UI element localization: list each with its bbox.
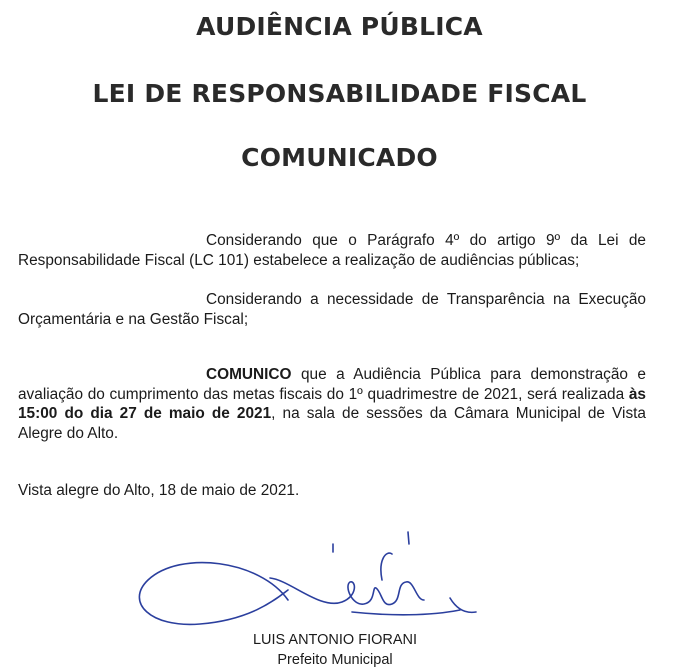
notice-heading: COMUNICADO — [241, 143, 438, 172]
place-and-date: Vista alegre do Alto, 18 de maio de 2021. — [18, 482, 300, 499]
signature-tick-stroke — [408, 532, 409, 544]
paragraph-considering-law — [18, 231, 646, 270]
signature-flourish-stroke — [381, 553, 392, 580]
paragraph-text: Considerando que o Parágrafo 4º do artigo 9º da Lei de Responsabilidade Fiscal (LC 101) estabelece a realização de audiências públicas; — [18, 232, 646, 269]
paragraph-announcement — [18, 365, 646, 443]
signature-loop-stroke — [139, 563, 288, 625]
announcement-datetime: às 15:00 do dia 27 de maio de 2021 — [18, 385, 646, 422]
signature-loop-stroke — [270, 578, 424, 605]
signature-tail-stroke — [352, 610, 460, 615]
announcement-lead: COMUNICO — [206, 366, 292, 383]
paragraph-text: Considerando a necessidade de Transparência na Execução Orçamentária e na Gestão Fiscal; — [18, 291, 646, 328]
signer-name: LUIS ANTONIO FIORANI — [252, 632, 418, 648]
signer-title: Prefeito Municipal — [277, 652, 393, 668]
document-title: AUDIÊNCIA PÚBLICA — [196, 12, 483, 41]
handwritten-signature — [120, 520, 520, 650]
announcement-location: , na sala de sessões da Câmara Municipal de Vista Alegre do Alto. — [18, 405, 646, 442]
announcement-text: que a Audiência Pública para demonstração e avaliação do cumprimento das metas fiscais do 1º quadrimestre de 2021, será realizada — [18, 366, 646, 403]
signature-tail-stroke — [450, 598, 476, 612]
paragraph-considering-transparency — [18, 290, 646, 329]
law-heading: LEI DE RESPONSABILIDADE FISCAL — [92, 79, 587, 108]
